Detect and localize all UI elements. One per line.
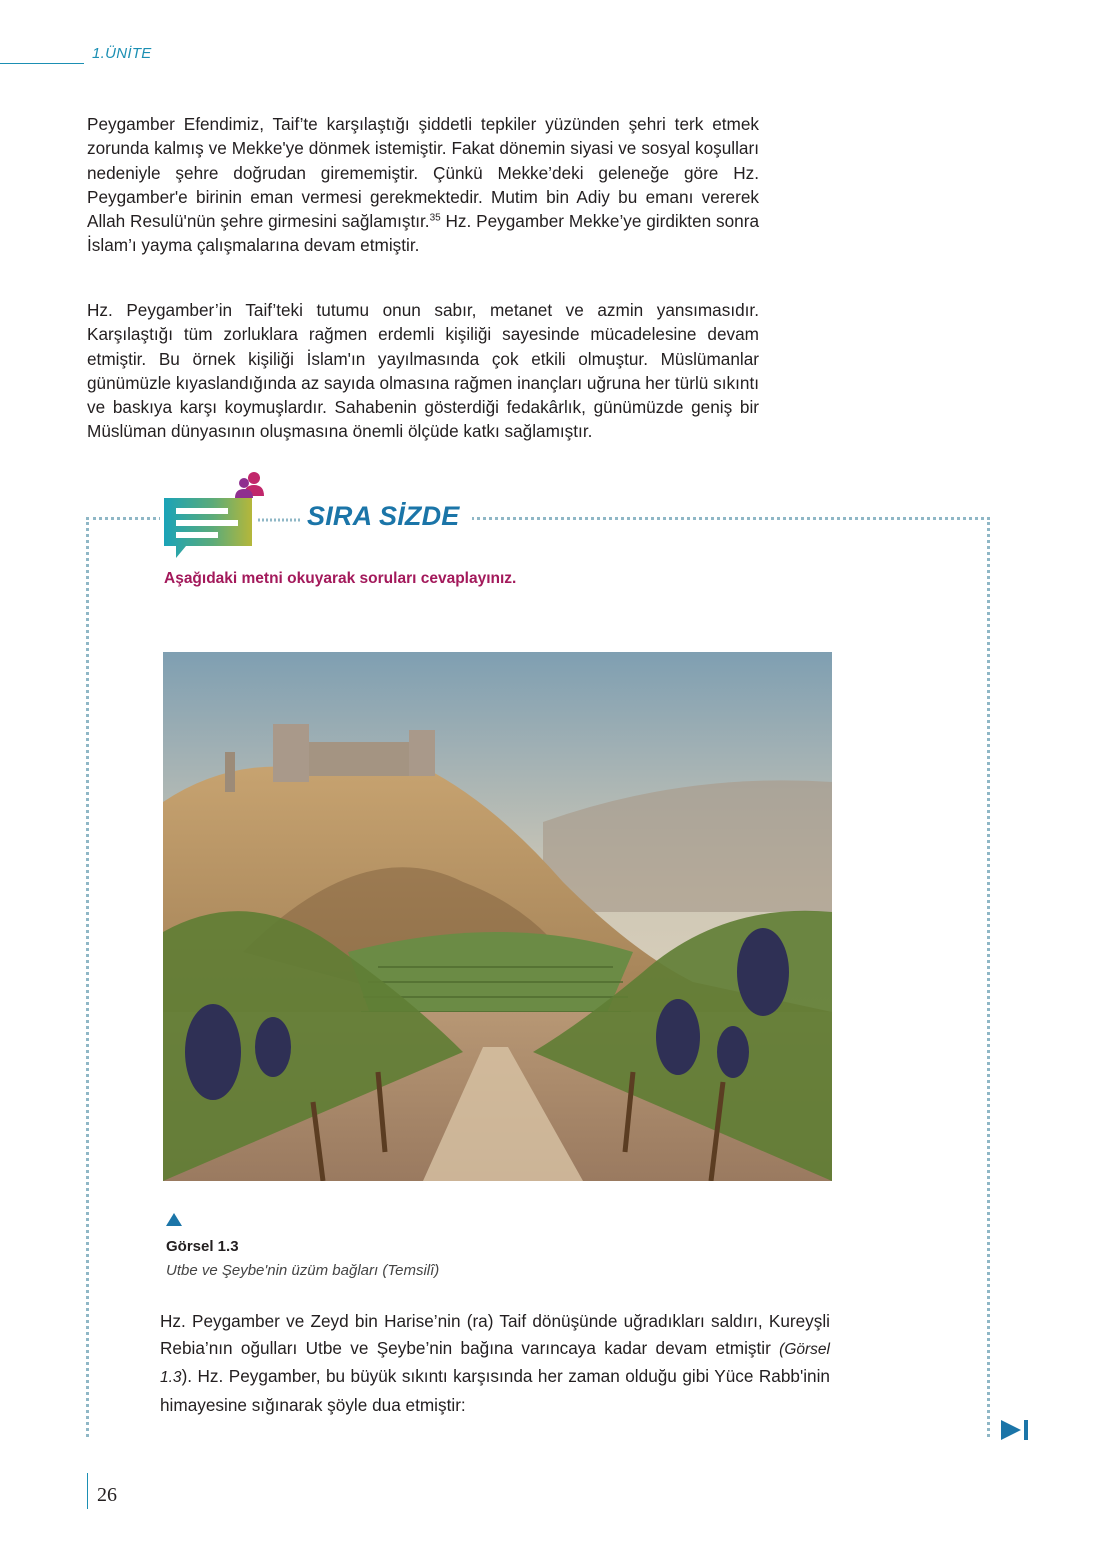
next-page-icon[interactable] <box>1001 1418 1031 1442</box>
activity-body-part2: ). Hz. Peygamber, bu büyük sıkıntı karşısında her zaman olduğu gibi Yüce Rabb'inin himayesine sığınarak şöyle dua etmiştir: <box>160 1366 830 1415</box>
activity-body <box>160 1308 830 1418</box>
paragraph-1 <box>87 112 759 258</box>
activity-body-part1: Hz. Peygamber ve Zeyd bin Harise’nin (ra) Taif dönüşünde uğradıkları saldırı, Kureyşli Rebia’nın oğulları Utbe ve Şeybe’nin bağına varıncaya kadar devam etmiştir <box>160 1311 830 1358</box>
caption-arrow-icon <box>166 1213 182 1226</box>
activity-instruction: Aşağıdaki metni okuyarak soruları cevaplayınız. <box>164 570 517 587</box>
paragraph-1-rest: Hz. Peygamber Mekke’ye girdikten sonra İslam’ı yayma çalışmalarına devam etmiştir. <box>87 211 759 256</box>
vineyard-castle-illustration <box>163 652 832 1181</box>
page-number: 26 <box>97 1484 117 1506</box>
figure-caption: Utbe ve Şeybe'nin üzüm bağları (Temsilî) <box>166 1262 440 1279</box>
figure-label: Görsel 1.3 <box>166 1238 239 1255</box>
unit-label: 1.ÜNİTE <box>92 45 152 62</box>
footnote-ref: 35 <box>429 212 441 224</box>
activity-title: SIRA SİZDE <box>307 501 460 531</box>
figure-reference: (Görsel 1.3 <box>160 1340 830 1386</box>
paragraph-2: Hz. Peygamber’in Taif’teki tutumu onun sabır, metanet ve azmin yansımasıdır. Karşılaştığı tüm zorluklara rağmen erdemli kişiliği sayesinde mücadelesine devam etmiştir. Bu örnek kişiliği İslam'ın yayılmasında çok etkili olmuştur. Müslümanlar günümüzle kıyaslandığında az sayıda olmasına rağmen inançları uğruna her türlü sıkıntı ve baskıya karşı koymuşlardır. Sahabenin gösterdiği fedakârlık, günümüzde geniş bir Müslüman dünyasının oluşmasına önemli ölçüde katkı sağlamıştır. <box>87 300 759 442</box>
paragraph-1-main: Peygamber Efendimiz, Taif’te karşılaştığı şiddetli tepkiler yüzünden şehri terk etmek zorunda kalmış ve Mekke'ye dönmek istemiştir. Fakat dönemin siyasi ve sosyal koşulları nedeniyle şehre doğrudan girememiştir. Çünkü Mekke’deki geleneğe göre Hz. Peygamber'e birinin eman vermesi gerekmektedir. Mutim bin Adiy bu emanı vererek Allah Resulü'nün şehre girmesini sağlamıştır. <box>87 114 759 232</box>
header-rule <box>0 63 84 64</box>
footer-rule <box>87 1473 88 1509</box>
title-dots-decoration <box>256 515 304 525</box>
